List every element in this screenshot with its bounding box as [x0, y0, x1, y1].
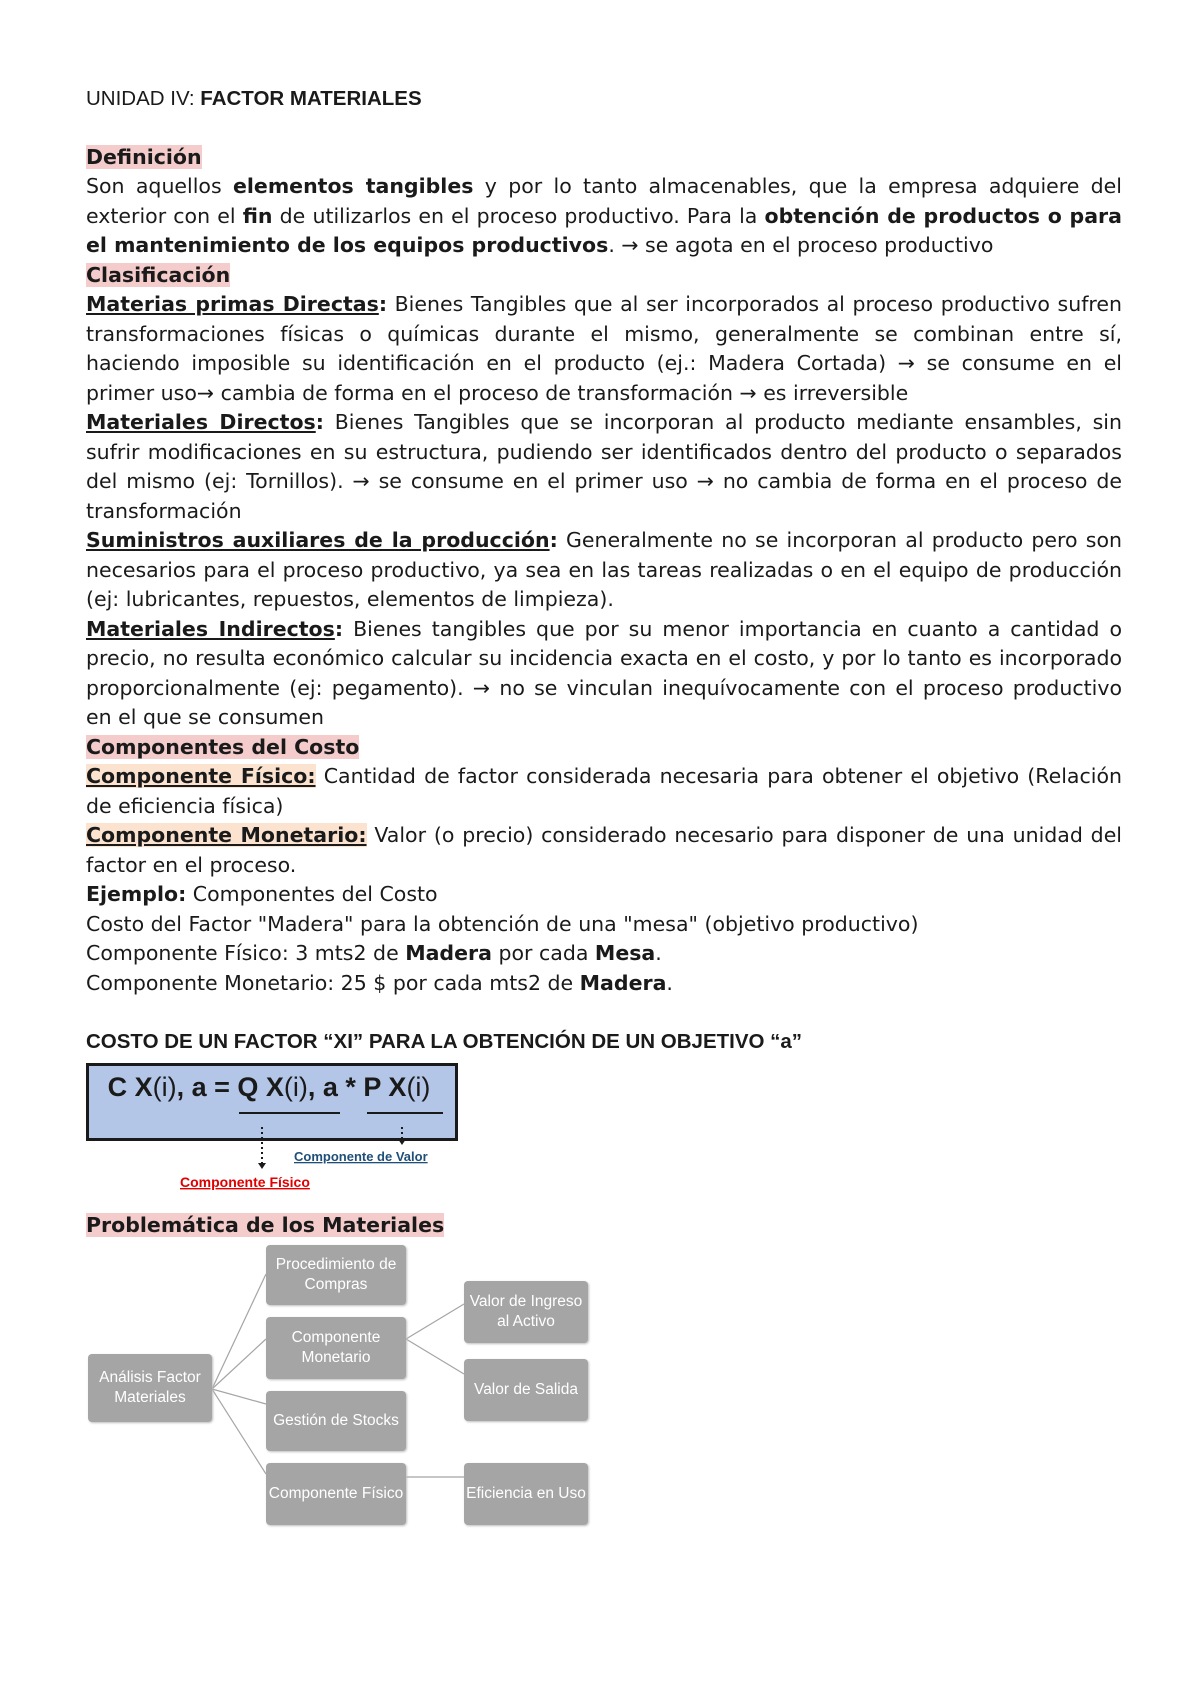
- ejemplo-line-1: Costo del Factor "Madera" para la obtención de una "mesa" (objetivo productivo): [86, 911, 919, 936]
- text-run: y por lo tanto almacenables, que la empresa adquiere del exterior con el: [86, 174, 1122, 228]
- formula-part: (i): [152, 1071, 177, 1102]
- formula-annotations: [86, 1063, 458, 1193]
- ejemplo-label: Ejemplo:: [86, 882, 187, 906]
- clasificacion-text: Bienes Tangibles que se incorporan al producto mediante ensambles, sin sufrir modificaciones en su estructura, pudiendo ser identificados dentro del producto o separados del mismo (ej: Tornillos). → se consume en el primer uso → no cambia de forma en el proceso de transformación: [86, 410, 1122, 523]
- bold-run: obtención de productos o para el mantenimiento de los equipos productivos: [86, 203, 1123, 257]
- bold-run: fin: [242, 203, 273, 228]
- node-gestion-stocks: Gestión de Stocks: [266, 1391, 406, 1451]
- unit-name: FACTOR MATERIALES: [200, 87, 422, 110]
- label-valor: Componente de Valor: [294, 1148, 428, 1164]
- bold-run: Madera: [579, 970, 667, 995]
- colon: :: [334, 616, 344, 641]
- connector: [406, 1304, 464, 1339]
- componentes-heading: Componentes del Costo: [86, 734, 360, 759]
- formula-part: , a *: [307, 1071, 364, 1102]
- bold-run: elementos tangibles: [232, 174, 474, 198]
- clasificacion-text: Generalmente no se incorporan al producto pero son necesarios para el proceso productivo, ya sea en las tareas realizadas o en el equipo de producción (ej: lubricantes, repuestos, elementos de limpieza).: [86, 528, 1122, 611]
- ejemplo-line: [86, 880, 1122, 910]
- clasificacion-term: Materiales Directos: [86, 410, 316, 434]
- componente-fisico-term: Componente Físico:: [86, 764, 316, 788]
- clasificacion-term: Materiales Indirectos: [86, 616, 335, 641]
- text-run: por cada: [491, 941, 595, 965]
- colon: :: [315, 410, 324, 434]
- clasificacion-item: [86, 290, 1122, 408]
- node-valor-ingreso: Valor de Ingreso al Activo: [464, 1281, 588, 1343]
- componente-monetario-paragraph: [86, 821, 1122, 880]
- text-run: Son aquellos: [86, 174, 233, 198]
- connector: [212, 1274, 266, 1389]
- definicion-heading-line: [86, 143, 1122, 173]
- node-componente-fisico: Componente Físico: [266, 1463, 406, 1525]
- costo-heading: COSTO DE UN FACTOR “XI” PARA LA OBTENCIÓN DE UN OBJETIVO “a”: [86, 1030, 803, 1053]
- document-title: [86, 84, 1122, 114]
- ejemplo-text: Componentes del Costo: [186, 882, 438, 906]
- text-run: Componente Monetario: 25 $ por cada mts2 de: [86, 970, 580, 995]
- componente-monetario-text: Valor (o precio) considerado necesario para disponer de una unidad del factor en el proceso.: [86, 823, 1122, 877]
- text-run: Componente Físico: 3 mts2 de: [86, 941, 406, 965]
- clasificacion-text: Bienes Tangibles que al ser incorporados al proceso productivo sufren transformaciones físicas o químicas durante el mismo, generalmente se combinan entre sí, haciendo imposible su identificación en el producto (ej.: Madera Cortada) → se consume en el primer uso→ cambia de forma en el proceso de transformación → es irreversible: [86, 292, 1122, 405]
- formula-part: P X: [363, 1071, 407, 1102]
- bold-run: Mesa: [594, 941, 656, 965]
- spacer: [86, 1193, 1122, 1211]
- componentes-heading-line: [86, 733, 1122, 763]
- clasificacion-heading: Clasificación: [86, 262, 231, 287]
- spacer: [86, 114, 1122, 143]
- clasificacion-term: Materias primas Directas: [86, 292, 379, 316]
- text-run: .: [655, 941, 662, 965]
- text-run: de utilizarlos en el proceso productivo. Para la: [272, 203, 765, 228]
- formula-figure: [86, 1063, 458, 1193]
- problematica-heading: Problemática de los Materiales: [86, 1212, 445, 1237]
- formula-part: (i): [283, 1071, 308, 1102]
- colon: :: [378, 292, 388, 316]
- arrow-valor-head: [398, 1139, 406, 1145]
- node-root: Análisis Factor Materiales: [88, 1354, 212, 1422]
- arrow-fisico-head: [258, 1163, 266, 1169]
- unit-label: UNIDAD IV:: [86, 87, 195, 110]
- ejemplo-line-2: [86, 939, 1122, 969]
- formula-part: (i): [406, 1071, 431, 1102]
- problematica-heading-line: [86, 1211, 1122, 1241]
- formula-part: , a =: [176, 1071, 238, 1102]
- definicion-paragraph: [86, 172, 1122, 261]
- componente-monetario-term: Componente Monetario:: [86, 823, 367, 847]
- node-componente-monetario: Componente Monetario: [266, 1317, 406, 1379]
- clasificacion-text: Bienes tangibles que por su menor importancia en cuanto a cantidad o precio, no resulta económico calcular su incidencia exacta en el costo, y por lo tanto es incorporado proporcionalmente (ej: pegamento). → no se vinculan inequívocamente con el proceso productivo en el que se consumen: [86, 616, 1123, 729]
- text-run: .: [666, 970, 673, 995]
- formula-part: Q X: [237, 1071, 284, 1102]
- problematica-diagram: [86, 1244, 606, 1544]
- clasificacion-term: Suministros auxiliares de la producción: [86, 528, 550, 552]
- clasificacion-heading-line: [86, 261, 1122, 291]
- ejemplo-line-3: [86, 969, 1122, 999]
- connector: [406, 1339, 464, 1374]
- bold-run: Madera: [405, 941, 492, 965]
- componente-fisico-paragraph: [86, 762, 1122, 821]
- clasificacion-item: [86, 526, 1122, 615]
- text-run: . → se agota en el proceso productivo: [608, 233, 994, 257]
- label-fisico: Componente Físico: [180, 1173, 310, 1190]
- connector: [212, 1339, 266, 1389]
- clasificacion-item: [86, 615, 1122, 733]
- formula-part: C X: [107, 1071, 153, 1102]
- clasificacion-item: [86, 408, 1122, 526]
- document-page: [86, 84, 1122, 1544]
- node-valor-salida: Valor de Salida: [464, 1359, 588, 1421]
- node-procedimiento-compras: Procedimiento de Compras: [266, 1245, 406, 1305]
- colon: :: [549, 528, 558, 552]
- spacer: [86, 998, 1122, 1027]
- node-eficiencia-uso: Eficiencia en Uso: [464, 1463, 588, 1525]
- componente-fisico-text: Cantidad de factor considerada necesaria para obtener el objetivo (Relación de eficiencia física): [86, 764, 1122, 818]
- definicion-heading: Definición: [86, 144, 202, 169]
